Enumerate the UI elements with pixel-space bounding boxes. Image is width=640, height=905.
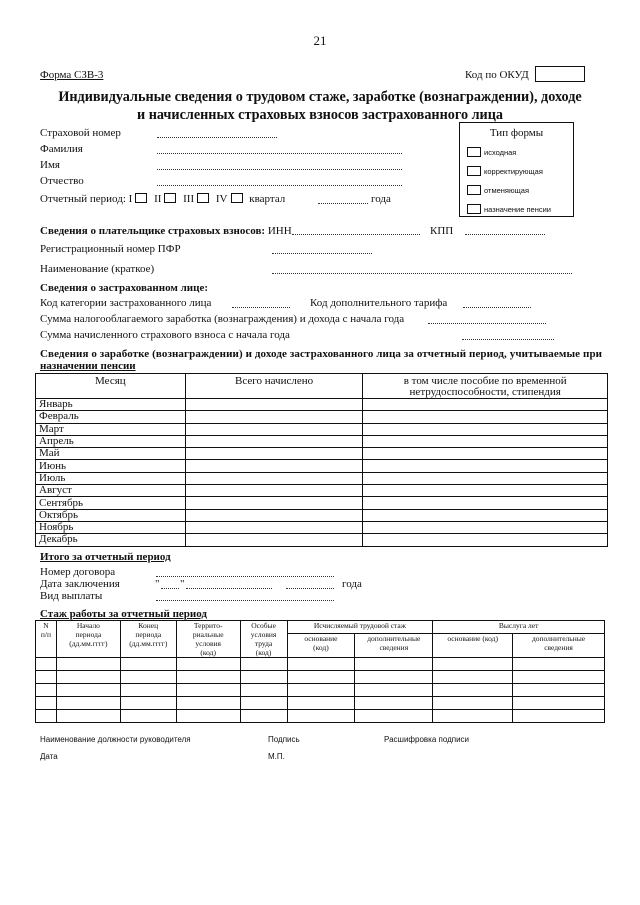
quarter-label: квартал bbox=[249, 193, 286, 205]
table-row bbox=[36, 411, 608, 423]
form-type-cancelling[interactable]: отменяющая bbox=[467, 185, 529, 195]
stazh-heading: Стаж работы за отчетный период bbox=[40, 608, 207, 620]
payer-heading: Сведения о плательщике страховых взносов: bbox=[40, 225, 266, 237]
col-calculated: Исчисляемый трудовой стаж bbox=[287, 621, 433, 634]
table-row bbox=[36, 460, 608, 472]
total-cell[interactable] bbox=[185, 460, 363, 472]
contract-date-quote-close: " bbox=[180, 578, 185, 590]
total-cell[interactable] bbox=[185, 448, 363, 460]
surname-label: Фамилия bbox=[40, 143, 83, 155]
table-row bbox=[36, 521, 608, 533]
insurance-number-field[interactable] bbox=[157, 137, 277, 138]
total-cell[interactable] bbox=[185, 534, 363, 546]
quarter-4-checkbox[interactable] bbox=[231, 193, 243, 203]
category-code-label: Код категории застрахованного лица bbox=[40, 297, 212, 309]
benefit-cell[interactable] bbox=[363, 497, 608, 509]
surname-field[interactable] bbox=[157, 153, 402, 154]
signature-label: Подпись bbox=[268, 735, 300, 744]
quarter-4-label: IV bbox=[215, 193, 228, 205]
inn-field[interactable] bbox=[292, 234, 420, 235]
income-sum-label: Сумма налогооблагаемого заработка (вознаграждения) и дохода с начала года bbox=[40, 313, 405, 325]
month-cell: Декабрь bbox=[36, 534, 186, 546]
quarter-3-label: III bbox=[183, 193, 195, 205]
year-label: года bbox=[371, 193, 391, 205]
quarter-2-checkbox[interactable] bbox=[164, 193, 176, 203]
form-type-original-checkbox[interactable] bbox=[467, 147, 481, 157]
month-cell: Январь bbox=[36, 399, 186, 411]
total-cell[interactable] bbox=[185, 399, 363, 411]
col-calc-base: основание (код) bbox=[287, 633, 355, 657]
benefit-cell[interactable] bbox=[363, 521, 608, 533]
benefit-cell[interactable] bbox=[363, 509, 608, 521]
benefit-cell[interactable] bbox=[363, 534, 608, 546]
table-row bbox=[36, 472, 608, 484]
table-row bbox=[36, 485, 608, 497]
benefit-cell[interactable] bbox=[363, 485, 608, 497]
tariff-code-label: Код дополнительного тарифа bbox=[310, 297, 448, 309]
patronymic-label: Отчество bbox=[40, 175, 84, 187]
month-cell: Февраль bbox=[36, 411, 186, 423]
benefit-cell[interactable] bbox=[363, 399, 608, 411]
short-name-field[interactable] bbox=[272, 273, 572, 274]
form-type-corrective[interactable]: корректирующая bbox=[467, 166, 543, 176]
col-calc-add: дополнительные сведения bbox=[355, 633, 433, 657]
patronymic-field[interactable] bbox=[157, 185, 402, 186]
kpp-field[interactable] bbox=[465, 234, 545, 235]
table-row bbox=[36, 497, 608, 509]
benefit-cell[interactable] bbox=[363, 472, 608, 484]
contract-month-field[interactable] bbox=[186, 588, 272, 589]
contract-date-quote-open: " bbox=[155, 578, 160, 590]
month-cell: Март bbox=[36, 423, 186, 435]
form-type-cancelling-checkbox[interactable] bbox=[467, 185, 481, 195]
benefit-cell[interactable] bbox=[363, 423, 608, 435]
form-type-original[interactable]: исходная bbox=[467, 147, 516, 157]
contract-year-label: года bbox=[342, 578, 362, 590]
table-row bbox=[36, 509, 608, 521]
period-total-label: Итого за отчетный период bbox=[40, 551, 171, 563]
signature-decode-label: Расшифровка подписи bbox=[384, 735, 470, 744]
payment-type-label: Вид выплаты bbox=[40, 590, 103, 602]
stamp-label: М.П. bbox=[268, 752, 285, 761]
payment-type-field[interactable] bbox=[156, 600, 334, 601]
month-cell: Сентябрь bbox=[36, 497, 186, 509]
form-type-title: Тип формы bbox=[489, 127, 544, 139]
month-cell: Апрель bbox=[36, 435, 186, 447]
name-field[interactable] bbox=[157, 169, 402, 170]
contract-day-field[interactable] bbox=[161, 588, 179, 589]
table-row bbox=[36, 684, 605, 697]
name-label: Имя bbox=[40, 159, 60, 171]
tariff-code-field[interactable] bbox=[463, 307, 531, 308]
contract-date-label: Дата заключения bbox=[40, 578, 120, 590]
col-benefit: в том числе пособие по временной нетрудоспособности, стипендия bbox=[363, 374, 608, 399]
contribution-sum-field[interactable] bbox=[462, 339, 554, 340]
inn-label: ИНН bbox=[267, 225, 292, 237]
reporting-period bbox=[40, 193, 285, 205]
manager-position-label: Наименование должности руководителя bbox=[40, 735, 191, 744]
col-long-add: дополнительные сведения bbox=[513, 633, 605, 657]
page-number: 21 bbox=[313, 33, 327, 48]
contribution-sum-label: Сумма начисленного страхового взноса с начала года bbox=[40, 329, 290, 341]
table-row bbox=[36, 435, 608, 447]
contract-year-field[interactable] bbox=[286, 588, 334, 589]
table-row bbox=[36, 658, 605, 671]
reg-number-label: Регистрационный номер ПФР bbox=[40, 243, 181, 255]
table-row bbox=[36, 671, 605, 684]
table-row bbox=[36, 399, 608, 411]
total-cell[interactable] bbox=[185, 497, 363, 509]
category-code-field[interactable] bbox=[232, 307, 290, 308]
month-cell: Ноябрь bbox=[36, 521, 186, 533]
month-cell: Август bbox=[36, 485, 186, 497]
total-cell[interactable] bbox=[185, 472, 363, 484]
reporting-period-label: Отчетный период: bbox=[40, 193, 126, 205]
stazh-table bbox=[35, 620, 605, 723]
form-type-corrective-checkbox[interactable] bbox=[467, 166, 481, 176]
month-cell: Июль bbox=[36, 472, 186, 484]
form-title-line2: и начисленных страховых взносов застрахованного лица bbox=[136, 107, 504, 123]
col-territorial: Террито- риальные условия (код) bbox=[176, 621, 240, 658]
table-row bbox=[36, 534, 608, 546]
table-row bbox=[36, 697, 605, 710]
total-cell[interactable] bbox=[185, 411, 363, 423]
month-cell: Май bbox=[36, 448, 186, 460]
okud-field[interactable] bbox=[535, 66, 585, 82]
benefit-cell[interactable] bbox=[363, 411, 608, 423]
earnings-heading-line1: Сведения о заработке (вознаграждении) и доходе застрахованного лица за отчетный период, учитываемые при bbox=[40, 348, 603, 360]
form-type-pension-checkbox[interactable] bbox=[467, 204, 481, 214]
col-start: Начало периода (дд.мм.гггг) bbox=[56, 621, 120, 658]
total-cell[interactable] bbox=[185, 423, 363, 435]
col-long-service: Выслуга лет bbox=[433, 621, 605, 634]
month-cell: Октябрь bbox=[36, 509, 186, 521]
table-row bbox=[36, 423, 608, 435]
form-type-box bbox=[459, 122, 574, 217]
reg-number-field[interactable] bbox=[272, 253, 372, 254]
total-cell[interactable] bbox=[185, 485, 363, 497]
quarter-1-checkbox[interactable] bbox=[135, 193, 147, 203]
col-month: Месяц bbox=[36, 374, 186, 399]
short-name-label: Наименование (краткое) bbox=[40, 263, 155, 275]
col-end: Конец периода (дд.мм.гггг) bbox=[120, 621, 176, 658]
quarter-2-label: II bbox=[154, 193, 162, 205]
total-cell[interactable] bbox=[185, 509, 363, 521]
total-cell[interactable] bbox=[185, 521, 363, 533]
quarter-3-checkbox[interactable] bbox=[197, 193, 209, 203]
form-title-line1: Индивидуальные сведения о трудовом стаже, заработке (вознаграждении), доходе bbox=[58, 89, 582, 105]
table-row bbox=[36, 448, 608, 460]
form-name: Форма СЗВ-3 bbox=[40, 69, 104, 81]
okud-label: Код по ОКУД bbox=[465, 69, 529, 81]
benefit-cell[interactable] bbox=[363, 435, 608, 447]
contract-number-field[interactable] bbox=[156, 576, 334, 577]
col-long-base: основание (код) bbox=[433, 633, 513, 657]
income-sum-field[interactable] bbox=[428, 323, 546, 324]
insurance-number-label: Страховой номер bbox=[40, 127, 121, 139]
benefit-cell[interactable] bbox=[363, 448, 608, 460]
year-field[interactable] bbox=[318, 203, 368, 204]
quarter-1-label: I bbox=[128, 193, 133, 205]
kpp-label: КПП bbox=[430, 225, 454, 237]
col-special: Особые условия труда (код) bbox=[240, 621, 287, 658]
table-row bbox=[36, 710, 605, 723]
total-cell[interactable] bbox=[185, 435, 363, 447]
contract-number-label: Номер договора bbox=[40, 566, 116, 578]
form-type-pension[interactable]: назначение пенсии bbox=[467, 204, 551, 214]
earnings-heading-line2: назначении пенсии bbox=[40, 360, 136, 372]
col-num: N п/п bbox=[36, 621, 57, 658]
date-label: Дата bbox=[40, 752, 58, 761]
benefit-cell[interactable] bbox=[363, 460, 608, 472]
payer-heading-row bbox=[40, 225, 292, 237]
earnings-table bbox=[35, 373, 608, 547]
insured-heading: Сведения о застрахованном лице: bbox=[40, 282, 209, 294]
col-total: Всего начислено bbox=[185, 374, 363, 399]
month-cell: Июнь bbox=[36, 460, 186, 472]
